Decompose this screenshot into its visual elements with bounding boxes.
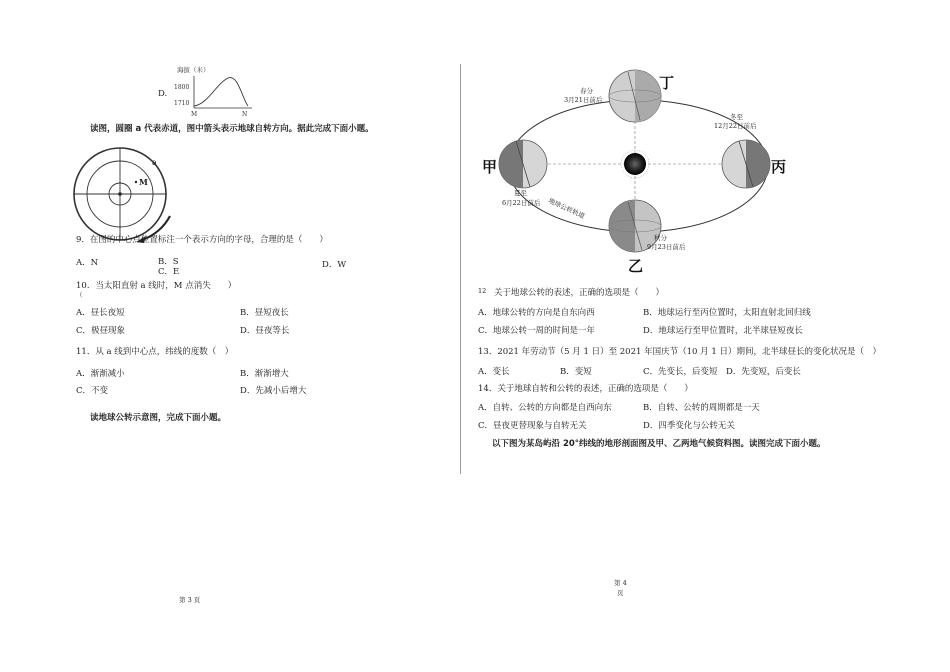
chart-xtick-m: M bbox=[191, 111, 198, 118]
q13-option-c: C．先变长，后变短 bbox=[643, 367, 718, 377]
q13-text: 13．2021 年劳动节（5 月 1 日）至 2021 年国庆节（10 月 1 日）期间，北半球昼长的变化状况是（ ） bbox=[478, 347, 881, 357]
q10-option-a: A．昼长夜短 bbox=[76, 308, 125, 318]
elevation-chart bbox=[172, 64, 262, 118]
earth-jia bbox=[499, 140, 547, 188]
label-spring-date: 3月21日前后 bbox=[564, 96, 603, 104]
circle-figure bbox=[70, 144, 180, 244]
q10-text: 10．当太阳直射 a 线时，M 点消失 ） bbox=[76, 281, 237, 291]
q12-option-d: D．地球运行至甲位置时，北半球昼短夜长 bbox=[643, 326, 803, 336]
q12-option-c: C．地球公转一周的时间是一年 bbox=[478, 326, 596, 336]
q14-option-a: A．自转、公转的方向都是自西向东 bbox=[478, 403, 612, 413]
q13-option-a: A．变长 bbox=[478, 367, 510, 377]
q9-option-c: C．E bbox=[158, 267, 180, 277]
q11-option-a: A．渐渐减小 bbox=[76, 369, 125, 379]
label-m: M bbox=[139, 177, 148, 187]
q14-option-d: D．四季变化与公转无关 bbox=[643, 421, 735, 431]
instruction-1: 读图，圆圈 a 代表赤道，图中箭头表示地球自转方向。据此完成下面小题。 bbox=[90, 124, 374, 134]
q9-option-a: A．N bbox=[76, 258, 99, 268]
label-spring: 春分 bbox=[580, 87, 593, 95]
label-summer-date: 6月22日前后 bbox=[502, 199, 541, 207]
q12-option-b: B．地球运行至丙位置时，太阳直射北回归线 bbox=[643, 308, 811, 318]
label-orbit: 地球公转轨道 bbox=[547, 196, 586, 221]
q10-option-c: C．极昼现象 bbox=[76, 326, 126, 336]
label-ding: 丁 bbox=[659, 74, 675, 92]
label-winter: 冬至 bbox=[730, 113, 743, 121]
q14-option-b: B．自转、公转的周期都是一天 bbox=[643, 403, 760, 413]
instruction-3: 以下图为某岛屿沿 20°纬线的地形剖面图及甲、乙两地气候资料图。读图完成下面小题。 bbox=[492, 439, 826, 449]
instruction-2: 读地球公转示意图，完成下面小题。 bbox=[90, 413, 227, 423]
center-dot bbox=[118, 192, 122, 196]
q10-bracket: （ bbox=[76, 291, 83, 299]
page-number-3: 第 3 页 bbox=[179, 596, 201, 604]
q13-option-b: B．变短 bbox=[560, 367, 592, 377]
q11-option-c: C．不变 bbox=[76, 386, 109, 396]
label-autumn: 秋分 bbox=[654, 234, 667, 242]
orbit-diagram bbox=[478, 66, 808, 276]
chart-xtick-n: N bbox=[242, 111, 248, 118]
chart-ytick-1800: 1800 bbox=[174, 84, 190, 91]
label-summer: 夏至 bbox=[514, 189, 527, 197]
chart-ylabel: 海拔（米） bbox=[177, 66, 210, 74]
page-divider bbox=[460, 64, 461, 474]
q11-text: 11．从 a 线到中心点，纬线的度数（ ） bbox=[76, 347, 234, 357]
q10-option-b: B．昼短夜长 bbox=[240, 308, 289, 318]
q9-text: 9．在图的中心点位置标注一个表示方向的字母，合理的是（ ） bbox=[76, 235, 328, 245]
q13-option-d: D．先变短，后变长 bbox=[726, 367, 801, 377]
earth-ding bbox=[609, 70, 661, 122]
label-a: a bbox=[152, 158, 157, 167]
q12-number: 12 bbox=[478, 287, 487, 295]
label-jia: 甲 bbox=[482, 158, 498, 176]
earth-bing bbox=[722, 140, 770, 188]
q10-option-d: D．昼夜等长 bbox=[240, 326, 290, 336]
q14-text: 14．关于地球自转和公转的表述，正确的选项是（ ） bbox=[478, 384, 693, 394]
sun bbox=[624, 153, 646, 175]
q12-text: 关于地球公转的表述，正确的选项是（ ） bbox=[494, 288, 665, 298]
q12-option-a: A．地球公转的方向是自东向西 bbox=[478, 308, 595, 318]
page-number-4-line1: 第 4 bbox=[614, 579, 627, 587]
q11-option-b: B．渐渐增大 bbox=[240, 369, 289, 379]
label-yi: 乙 bbox=[628, 257, 644, 275]
option-d-label: D. bbox=[158, 89, 168, 99]
q9-option-d: D．W bbox=[322, 260, 347, 270]
q11-option-d: D．先减小后增大 bbox=[240, 386, 307, 396]
label-winter-date: 12月22日前后 bbox=[714, 122, 757, 130]
point-m bbox=[135, 181, 137, 183]
chart-ytick-1710: 1710 bbox=[174, 100, 190, 107]
label-autumn-date: 9月23日前后 bbox=[647, 243, 686, 251]
label-bing: 丙 bbox=[771, 158, 787, 176]
q14-option-c: C．昼夜更替现象与自转无关 bbox=[478, 421, 587, 431]
page-number-4-line2: 页 bbox=[617, 589, 624, 597]
chart-curve bbox=[194, 78, 248, 106]
q9-option-b: B．S bbox=[158, 257, 179, 267]
